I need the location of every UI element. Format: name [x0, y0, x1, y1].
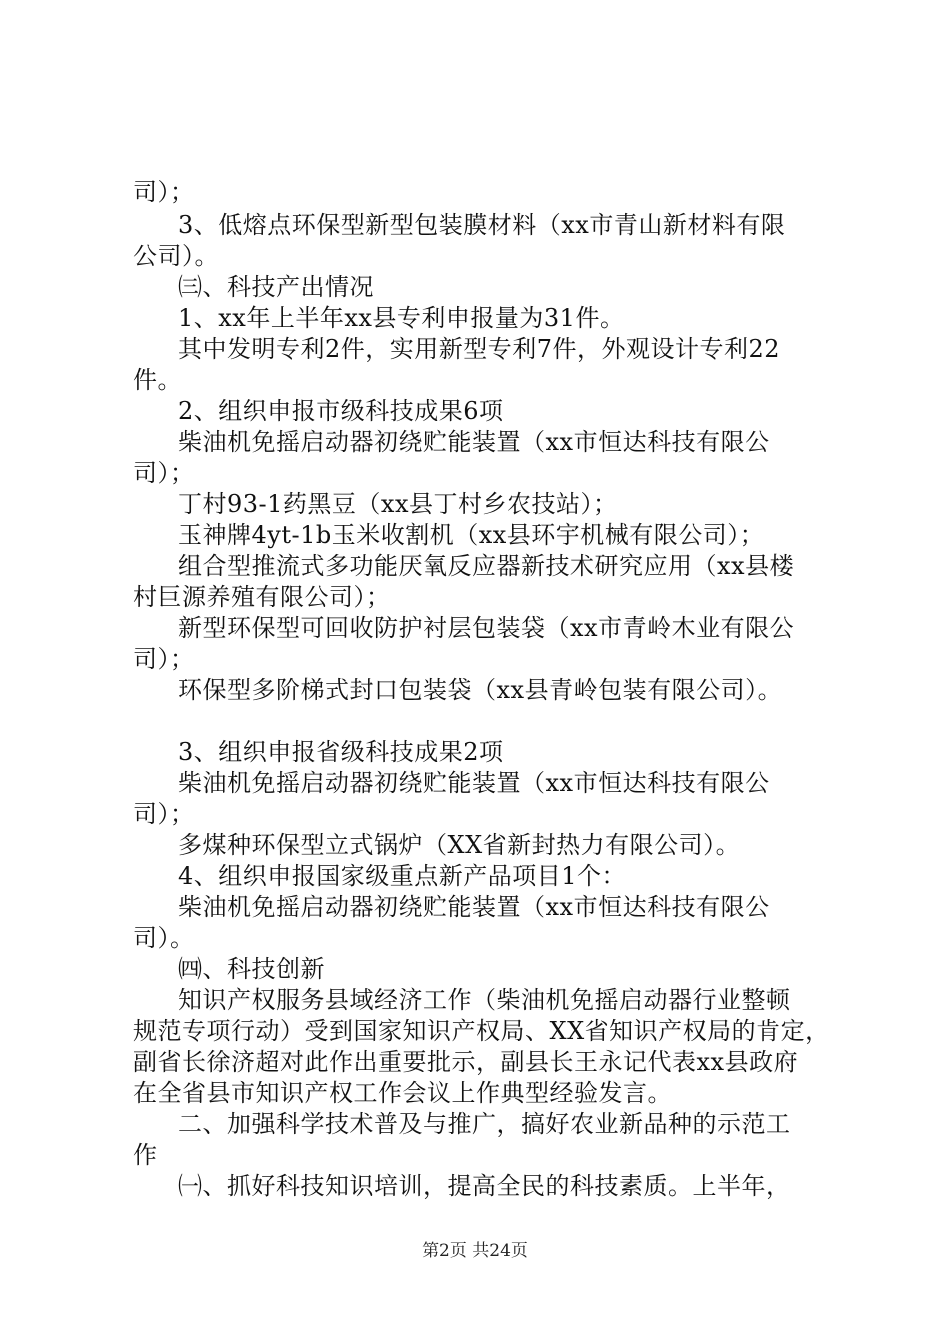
text-line: 3、组织申报省级科技成果2项: [178, 738, 504, 766]
text-line: 司）；: [133, 178, 195, 206]
text-line: 1、xx年上半年xx县专利申报量为31件。: [178, 304, 625, 332]
text-line: 公司）。: [133, 242, 219, 270]
text-line: 4、组织申报国家级重点新产品项目1个：: [178, 862, 627, 890]
text-line: 二、加强科学技术普及与推广，搞好农业新品种的示范工: [178, 1110, 791, 1138]
text-line: 在全省县市知识产权工作会议上作典型经验发言。: [133, 1079, 672, 1107]
text-line: 司）；: [133, 800, 195, 828]
text-line: 知识产权服务县域经济工作（柴油机免摇启动器行业整顿: [178, 986, 791, 1014]
text-line: 村巨源养殖有限公司）；: [133, 583, 391, 611]
text-line: 副省长徐济超对此作出重要批示，副县长王永记代表xx县政府: [133, 1048, 799, 1076]
text-line: 规范专项行动）受到国家知识产权局、XX省知识产权局的肯定，: [133, 1017, 830, 1045]
text-line: 多煤种环保型立式锅炉（XX省新封热力有限公司）。: [178, 831, 741, 859]
text-line: ㈠、抓好科技知识培训，提高全民的科技素质。上半年，: [178, 1172, 791, 1200]
text-line: 丁村93-1药黑豆（xx县丁村乡农技站）；: [178, 490, 618, 518]
text-line: 司）。: [133, 924, 195, 952]
text-line: 2、组织申报市级科技成果6项: [178, 397, 504, 425]
text-line: 作: [133, 1141, 158, 1169]
text-line: 3、低熔点环保型新型包装膜材料（xx市青山新材料有限: [178, 211, 786, 239]
text-line: 组合型推流式多功能厌氧反应器新技术研究应用（xx县楼: [178, 552, 795, 580]
text-line: 柴油机免摇启动器初绕贮能装置（xx市恒达科技有限公: [178, 893, 770, 921]
text-line: 环保型多阶梯式封口包装袋（xx县青岭包装有限公司）。: [178, 676, 783, 704]
text-line: 柴油机免摇启动器初绕贮能装置（xx市恒达科技有限公: [178, 769, 770, 797]
text-line: 司）；: [133, 459, 195, 487]
text-line: 其中发明专利2件，实用新型专利7件，外观设计专利22: [178, 335, 781, 363]
text-line: 件。: [133, 366, 182, 394]
text-line: 玉神牌4yt-1b玉米收割机（xx县环宇机械有限公司）；: [178, 521, 765, 549]
text-line: 司）；: [133, 645, 195, 673]
text-line: 柴油机免摇启动器初绕贮能装置（xx市恒达科技有限公: [178, 428, 770, 456]
section-heading: ㈣、科技创新: [178, 955, 325, 983]
page-footer: 第2页 共24页: [422, 1241, 528, 1261]
text-line: 新型环保型可回收防护衬层包装袋（xx市青岭木业有限公: [178, 614, 795, 642]
section-heading: ㈢、科技产出情况: [178, 273, 374, 301]
